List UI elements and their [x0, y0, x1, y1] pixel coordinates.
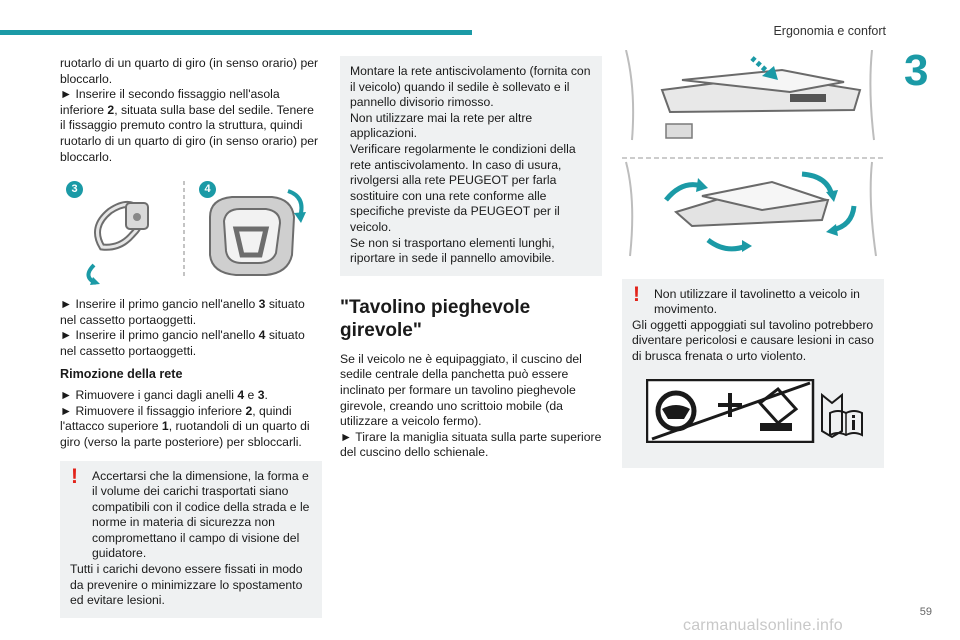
instruction-remove-hooks: ► Rimuovere i ganci dagli anelli 4 e 3.: [60, 388, 268, 403]
intro-text: ruotarlo di un quarto di giro (in senso orario) per bloccarlo.: [60, 56, 319, 86]
table-use-warning: [622, 279, 884, 468]
net-info-box: [340, 56, 602, 276]
warning-text-secondary: Tutti i carichi devono essere fissati in modo da prevenire o minimizzare lo spostamento ed evitare lesioni.: [70, 562, 303, 608]
manual-info-icon: [828, 407, 864, 437]
column-right: [622, 50, 884, 468]
hook-rings-drawing: [60, 177, 322, 287]
info-text-check: Verificare regolarmente le condizioni della rete antiscivolamento. In caso di usura, rivolgersi alla rete PEUGEOT per farla sostituire con una rete conforme alle specifiche previste da PEUGEOT per il veicolo.: [350, 141, 576, 234]
table-description: Se il veicolo ne è equipaggiato, il cuscino del sedile centrale della panchetta può essere inclinato per formare un tavolino pieghevole girevole, creando uno scrittoio mobile (da utilizzare a veicolo fermo).: [340, 351, 582, 429]
folding-table-illustration: [622, 50, 884, 264]
instruction-remove-fixings: ► Rimuovere il fissaggio inferiore 2, quindi l'attacco superiore 1, ruotandoli di un quarto di giro (verso la parte posteriore) per sbloccarli.: [60, 403, 310, 449]
info-text-mounting: Montare la rete antiscivolamento (fornita con il veicolo) quando il sedile è sollevato e il pannello divisorio rimosso.: [350, 64, 591, 110]
load-safety-warning: [60, 461, 322, 618]
info-text-usage: Non utilizzare mai la rete per altre applicazioni.: [350, 110, 533, 141]
figure-label-3: 3: [66, 181, 83, 198]
instruction-hook-ring-4: ► Inserire il primo gancio nell'anello 4 situato nel cassetto portaoggetti.: [60, 328, 305, 358]
instruction-hook-ring-3: ► Inserire il primo gancio nell'anello 3 situato nel cassetto portaoggetti.: [60, 297, 305, 327]
figure-label-4: 4: [199, 181, 216, 198]
watermark: carmanualsonline.info: [683, 617, 843, 634]
warning-icon: !: [71, 464, 78, 488]
instruction-second-fixing: ► Inserire il secondo fissaggio nell'asola inferiore 2, situata sulla base del sedile. Tenere il fissaggio premuto contro la struttura, quindi ruotarlo di un quarto di giro (in senso orario) per bloccarlo.: [60, 87, 319, 164]
instruction-pull-handle: ► Tirare la maniglia situata sulla parte superiore del cuscino dello schienale.: [340, 429, 602, 460]
section-heading-table: "Tavolino pieghevole girevole": [340, 296, 531, 341]
removal-heading: Rimozione della rete: [60, 366, 183, 381]
warning-text: Accertarsi che la dimensione, la forma e il volume dei carichi trasportati siano compatibili con il codice della strada e le norme in materia di sicurezza non compromettano il campo di visione del guidatore.: [92, 468, 310, 561]
prohibition-pictogram-area: [632, 379, 874, 459]
hooks-illustration: [60, 177, 322, 287]
info-text-panel: Se non si trasportano elementi lunghi, riportare in sede il pannello amovibile.: [350, 235, 555, 266]
page-number: 59: [919, 606, 932, 618]
warning-icon: !: [633, 282, 640, 306]
warning-text-secondary: Gli oggetti appoggiati sul tavolino potrebbero diventare pericolosi e causare lesioni in caso di brusca frenata o urto violento.: [632, 317, 874, 363]
no-table-while-driving-icon: [646, 379, 846, 443]
warning-text: Non utilizzare il tavolinetto a veicolo in movimento.: [654, 286, 860, 317]
column-left: [60, 56, 322, 618]
column-middle: [340, 56, 602, 461]
section-title: Ergonomia e confort: [773, 24, 886, 38]
header-accent-bar: [0, 30, 472, 35]
chapter-number: 3: [904, 46, 929, 95]
